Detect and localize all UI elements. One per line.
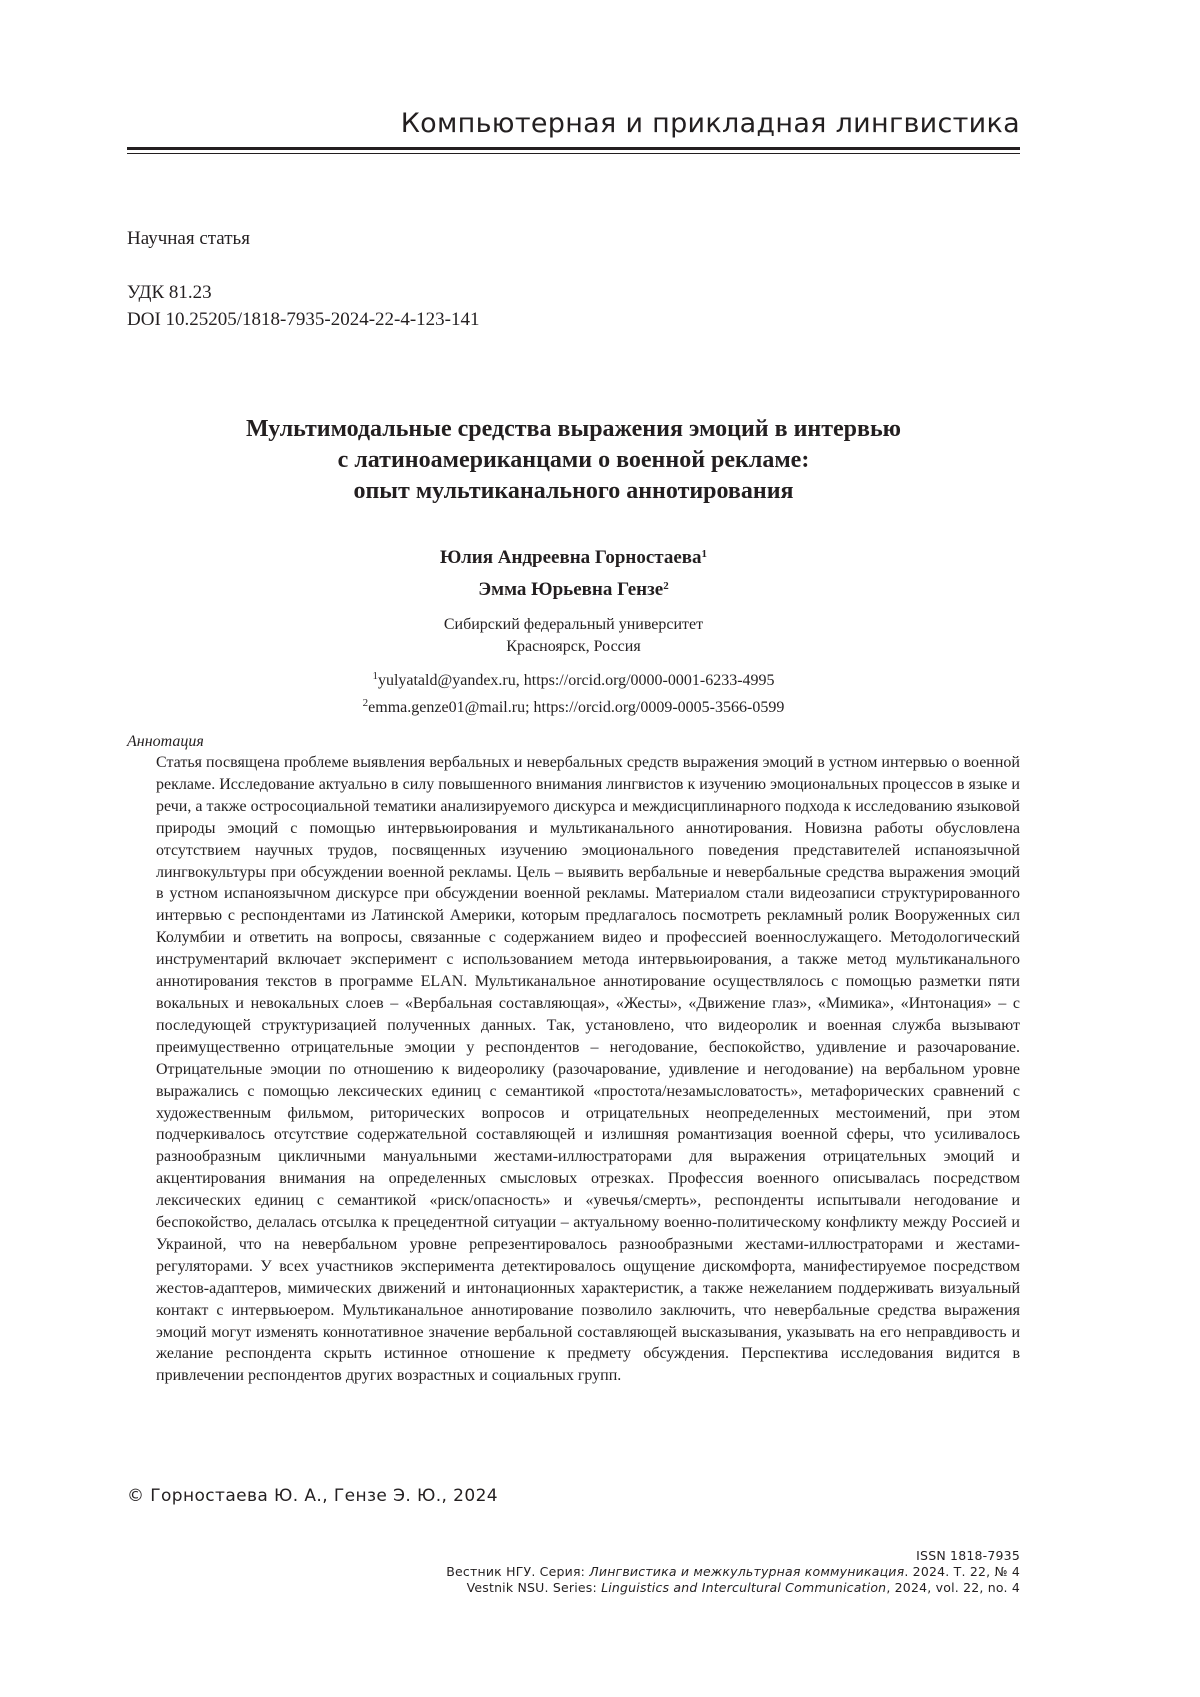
- journal-en-line: [420, 1580, 1020, 1596]
- title-line: опыт мультиканального аннотирования: [127, 476, 1020, 507]
- contact-text[interactable]: emma.genze01@mail.ru; https://orcid.org/0009-0005-3566-0599: [368, 699, 784, 716]
- journal-info: [420, 1548, 1020, 1596]
- abstract-text: Статья посвящена проблеме выявления вербальных и невербальных средств выражения эмоций в устном интервью о военной рекламе. Исследование актуально в силу повышенного внимания лингвистов к изучению эмоциональных процессов в языке и речи, а также остросоциальной тематики анализируемого дискурса и междисциплинарного подхода к исследованию языковой природы эмоций с помощью интервьюирования и мультиканального аннотирования. Новизна работы обусловлена отсутствием научных трудов, посвященных изучению эмоционального поведения представителей испаноязычной лингвокультуры при обсуждении военной рекламы. Цель – выявить вербальные и невербальные средства выражения эмоций в устном испаноязычном дискурсе при обсуждении военной рекламы. Материалом стали видеозаписи структурированного интервью с респондентами из Латинской Америки, которым предлагалось посмотреть рекламный ролик Вооруженных сил Колумбии и ответить на вопросы, связанные с содержанием видео и профессией военнослужащего. Методологический инструментарий включает эксперимент с использованием метода интервьюирования, а также метод мультиканального аннотирования текстов в программе ELAN. Мультиканальное аннотирование осуществлялось с помощью разметки пяти вокальных и невокальных слоев – «Вербальная составляющая», «Жесты», «Движение глаз», «Мимика», «Интонация» – с последующей структуризацией полученных данных. Так, установлено, что видеоролик и военная служба вызывают преимущественно отрицательные эмоции у респондентов – негодование, беспокойство, удивление и разочарование. Отрицательные эмоции по отношению к видеоролику (разочарование, удивление и негодование) на вербальном уровне выражались с помощью лексических единиц с семантикой «простота/незамысловатость», метафорических сравнений с художественным фильмом, риторических вопросов и отрицательных неопределенных местоимений, при этом подчеркивалось отсутствие содержательной составляющей и излишняя романтизация военной сферы, что усиливалось разнообразным цикличными мануальными жестами-иллюстраторами для выражения отрицательных эмоций и акцентирования внимания на определенных смысловых отрезках. Профессия военного описывалась посредством лексических единиц с семантикой «риск/опасность» и «увечья/смерть», респонденты испытывали негодование и беспокойство, делалась отсылка к прецедентной ситуации – актуальному военно-политическому конфликту между Россией и Украиной, что на невербальном уровне репрезентировалось разнообразными жестами-иллюстраторами и жестами-регуляторами. У всех участников эксперимента детектировалось ощущение дискомфорта, манифестируемое посредством жестов-адаптеров, мимических движений и интонационных характеристик, а также нежеланием поддерживать визуальный контакт с интервьюером. Мультиканальное аннотирование позволило заключить, что невербальные средства выражения эмоций могут изменять коннотативное значение вербальной составляющей высказывания, указывать на его неправдивость и желание респондента скрыть истинное отношение к предмету обсуждения. Перспектива исследования видится в привлечении респондентов других возрастных и социальных групп.: [156, 752, 1020, 1387]
- contact-mark: 1: [372, 670, 378, 682]
- journal-ru-suffix: . 2024. Т. 22, № 4: [904, 1564, 1020, 1579]
- journal-issn: ISSN 1818-7935: [420, 1548, 1020, 1564]
- affiliation-city: Красноярск, Россия: [127, 636, 1020, 658]
- title-line: с латиноамериканцами о военной рекламе:: [127, 445, 1020, 476]
- author-name: Эмма Юрьевна Гензе: [478, 579, 663, 600]
- authors: [127, 540, 1020, 604]
- journal-en-suffix: , 2024, vol. 22, no. 4: [886, 1580, 1020, 1595]
- header-rule-thin: [127, 153, 1020, 154]
- author: [127, 572, 1020, 604]
- header-rule-thick: [127, 147, 1020, 150]
- doi[interactable]: DOI 10.25205/1818-7935-2024-22-4-123-141: [127, 309, 480, 331]
- journal-en-prefix: Vestnik NSU. Series:: [467, 1580, 602, 1595]
- running-head: Компьютерная и прикладная лингвистика: [127, 108, 1020, 139]
- contact-mark: 2: [363, 697, 369, 709]
- abstract-label: Аннотация: [127, 733, 204, 751]
- contact-line: [127, 692, 1020, 719]
- affiliation-university: Сибирский федеральный университет: [127, 614, 1020, 636]
- author-contacts: [127, 665, 1020, 719]
- author: [127, 540, 1020, 572]
- udc-code: УДК 81.23: [127, 282, 212, 304]
- article-type: Научная статья: [127, 228, 250, 250]
- article-page: [0, 0, 1200, 1697]
- contact-text[interactable]: yulyatald@yandex.ru, https://orcid.org/0000-0001-6233-4995: [378, 672, 775, 689]
- article-title: [127, 414, 1020, 507]
- journal-en-series: Linguistics and Intercultural Communication: [601, 1580, 886, 1595]
- affiliation: [127, 614, 1020, 658]
- contact-line: [127, 665, 1020, 692]
- author-name: Юлия Андреевна Горностаева: [440, 547, 702, 568]
- copyright: © Горностаева Ю. А., Гензе Э. Ю., 2024: [127, 1486, 498, 1506]
- journal-ru-prefix: Вестник НГУ. Серия:: [446, 1564, 589, 1579]
- author-affil-mark: 1: [702, 548, 708, 560]
- title-line: Мультимодальные средства выражения эмоций в интервью: [127, 414, 1020, 445]
- author-affil-mark: 2: [663, 580, 669, 592]
- journal-ru-line: [420, 1564, 1020, 1580]
- journal-ru-series: Лингвистика и межкультурная коммуникация: [589, 1564, 904, 1579]
